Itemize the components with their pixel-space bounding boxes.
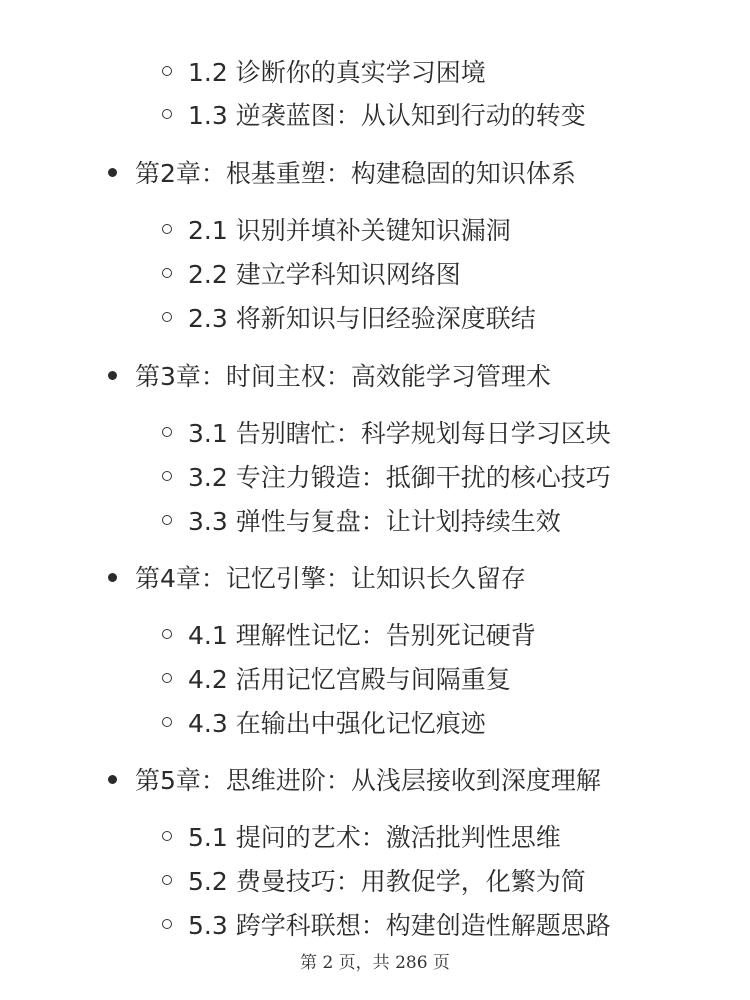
subsection-label: 3.3 弹性与复盘：让计划持续生效 xyxy=(188,507,561,536)
subsection-item xyxy=(162,300,536,334)
page-number-footer: 第 2 页，共 286 页 xyxy=(300,953,450,973)
hollow-bullet-icon xyxy=(162,471,172,481)
hollow-bullet-icon xyxy=(162,427,172,437)
subsection-label: 2.2 建立学科知识网络图 xyxy=(188,260,461,289)
hollow-bullet-icon xyxy=(162,875,172,885)
filled-bullet-icon xyxy=(108,168,117,177)
chapter-item xyxy=(108,358,551,392)
chapter-item xyxy=(108,155,576,189)
filled-bullet-icon xyxy=(108,371,117,380)
subsection-item xyxy=(162,256,461,290)
subsection-item xyxy=(162,819,561,853)
subsection-item xyxy=(162,415,611,449)
subsection-item xyxy=(162,907,611,941)
subsection-item xyxy=(162,459,611,493)
hollow-bullet-icon xyxy=(162,831,172,841)
subsection-label: 2.1 识别并填补关键知识漏洞 xyxy=(188,216,511,245)
hollow-bullet-icon xyxy=(162,268,172,278)
subsection-item xyxy=(162,617,536,651)
chapter-title: 第3章：时间主权：高效能学习管理术 xyxy=(135,362,551,391)
subsection-label: 4.2 活用记忆宫殿与间隔重复 xyxy=(188,665,511,694)
subsection-label: 5.2 费曼技巧：用教促学，化繁为简 xyxy=(188,867,586,896)
subsection-label: 4.1 理解性记忆：告别死记硬背 xyxy=(188,621,536,650)
hollow-bullet-icon xyxy=(162,312,172,322)
hollow-bullet-icon xyxy=(162,673,172,683)
subsection-label: 2.3 将新知识与旧经验深度联结 xyxy=(188,304,536,333)
hollow-bullet-icon xyxy=(162,515,172,525)
chapter-title: 第5章：思维进阶：从浅层接收到深度理解 xyxy=(135,766,601,795)
chapter-title: 第2章：根基重塑：构建稳固的知识体系 xyxy=(135,159,576,188)
hollow-bullet-icon xyxy=(162,224,172,234)
subsection-label: 5.1 提问的艺术：激活批判性思维 xyxy=(188,823,561,852)
subsection-item xyxy=(162,705,486,739)
subsection-item xyxy=(162,503,561,537)
filled-bullet-icon xyxy=(108,573,117,582)
subsection-item xyxy=(162,863,586,897)
filled-bullet-icon xyxy=(108,775,117,784)
subsection-item xyxy=(162,212,511,246)
hollow-bullet-icon xyxy=(162,109,172,119)
subsection-item xyxy=(162,97,586,131)
hollow-bullet-icon xyxy=(162,66,172,76)
subsection-label: 1.3 逆袭蓝图：从认知到行动的转变 xyxy=(188,101,586,130)
subsection-item xyxy=(162,54,486,88)
hollow-bullet-icon xyxy=(162,629,172,639)
subsection-label: 3.1 告别瞎忙：科学规划每日学习区块 xyxy=(188,419,611,448)
chapter-title: 第4章：记忆引擎：让知识长久留存 xyxy=(135,564,526,593)
chapter-item xyxy=(108,560,526,594)
subsection-label: 5.3 跨学科联想：构建创造性解题思路 xyxy=(188,911,611,940)
hollow-bullet-icon xyxy=(162,919,172,929)
hollow-bullet-icon xyxy=(162,717,172,727)
chapter-item xyxy=(108,762,601,796)
subsection-item xyxy=(162,661,511,695)
subsection-label: 3.2 专注力锻造：抵御干扰的核心技巧 xyxy=(188,463,611,492)
subsection-label: 1.2 诊断你的真实学习困境 xyxy=(188,58,486,87)
subsection-label: 4.3 在输出中强化记忆痕迹 xyxy=(188,709,486,738)
